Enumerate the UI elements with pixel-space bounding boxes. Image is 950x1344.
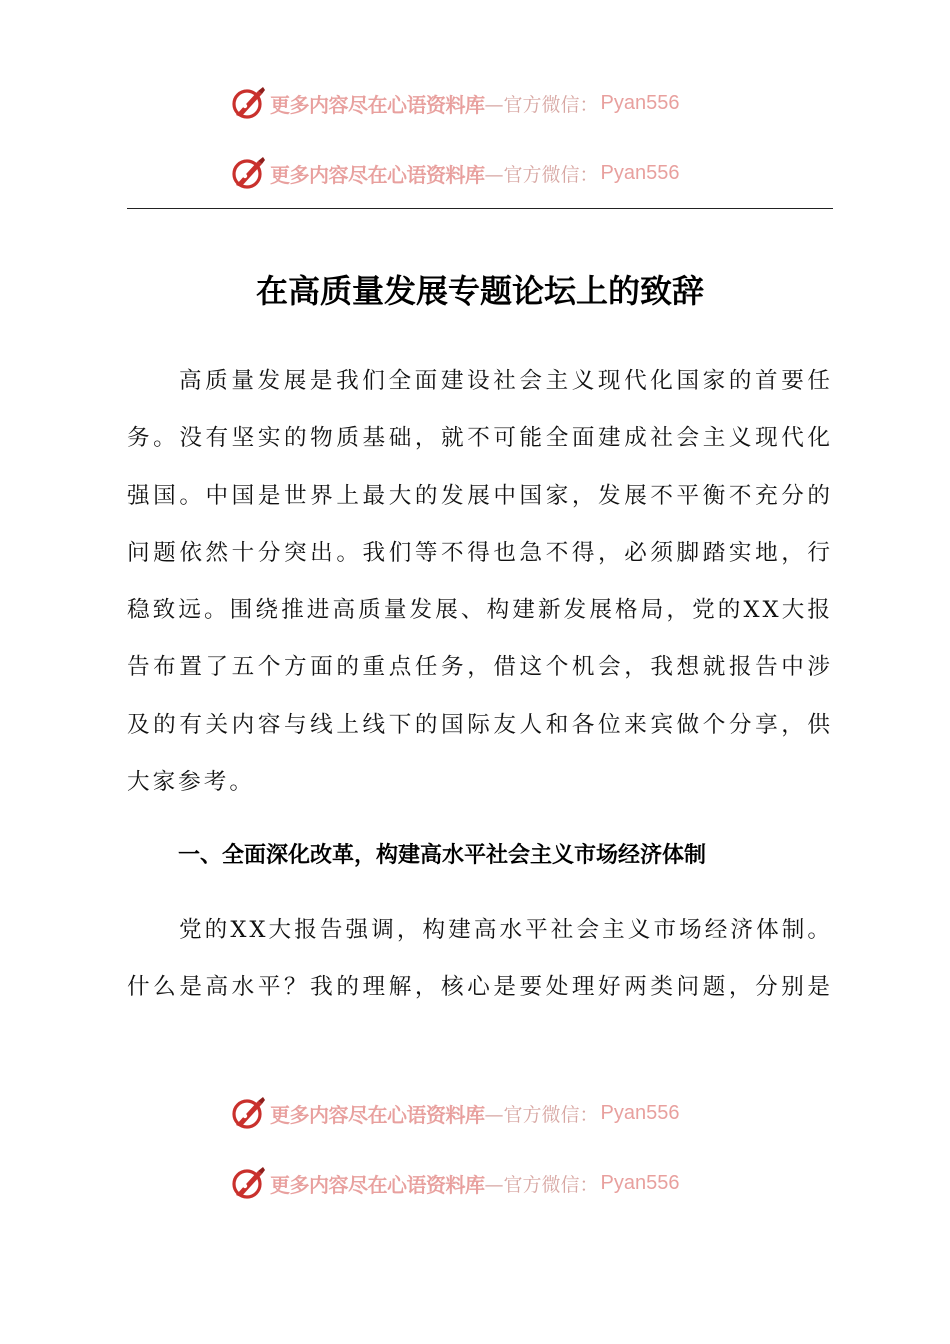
paragraph-line: 及的有关内容与线上线下的国际友人和各位来宾做个分享，供 [127,711,833,738]
watermark-banner-top-2 [230,153,679,193]
watermark-banner-bottom-2 [230,1163,679,1203]
pen-logo-icon [230,1165,266,1201]
paragraph-line: 务。没有坚实的物质基础，就不可能全面建成社会主义现代化 [127,425,833,452]
header-divider [127,208,833,209]
paragraph-line: 告布置了五个方面的重点任务，借这个机会，我想就报告中涉 [127,654,833,681]
section-heading-1: 一、全面深化改革，构建高水平社会主义市场经济体制 [178,843,707,868]
watermark-banner-top-1 [230,83,679,123]
watermark-main-text: 更多内容尽在心语资料库 [270,162,485,187]
document-title: 在高质量发展专题论坛上的致辞 [255,272,704,310]
watermark-sub-text: —官方微信： [484,1103,599,1126]
paragraph-line: 大家参考。 [127,769,255,796]
paragraph-line: 党的XX大报告强调，构建高水平社会主义市场经济体制。 [179,917,833,943]
paragraph-line: 稳致远。围绕推进高质量发展、构建新发展格局，党的XX大报 [127,597,833,624]
watermark-sub-text: —官方微信： [484,1173,599,1196]
pen-logo-icon [230,1095,266,1131]
watermark-main-text: 更多内容尽在心语资料库 [270,1102,485,1127]
pen-logo-icon [230,85,266,121]
paragraph-line: 强国。中国是世界上最大的发展中国家，发展不平衡不充分的 [127,482,833,509]
watermark-wechat-id: Pyan556 [600,91,680,114]
watermark-wechat-id: Pyan556 [600,161,680,184]
paragraph-line: 高质量发展是我们全面建设社会主义现代化国家的首要任 [179,368,833,394]
paragraph-line: 什么是高水平？我的理解，核心是要处理好两类问题，分别是 [127,974,833,1001]
watermark-sub-text: —官方微信： [484,93,599,116]
watermark-main-text: 更多内容尽在心语资料库 [270,92,485,117]
watermark-wechat-id: Pyan556 [600,1101,680,1124]
pen-logo-icon [230,155,266,191]
watermark-banner-bottom-1 [230,1093,679,1133]
watermark-sub-text: —官方微信： [484,163,599,186]
paragraph-line: 问题依然十分突出。我们等不得也急不得，必须脚踏实地，行 [127,539,833,566]
paragraph-intro [127,353,833,811]
watermark-wechat-id: Pyan556 [600,1171,680,1194]
paragraph-section-1 [127,902,833,1017]
watermark-main-text: 更多内容尽在心语资料库 [270,1172,485,1197]
